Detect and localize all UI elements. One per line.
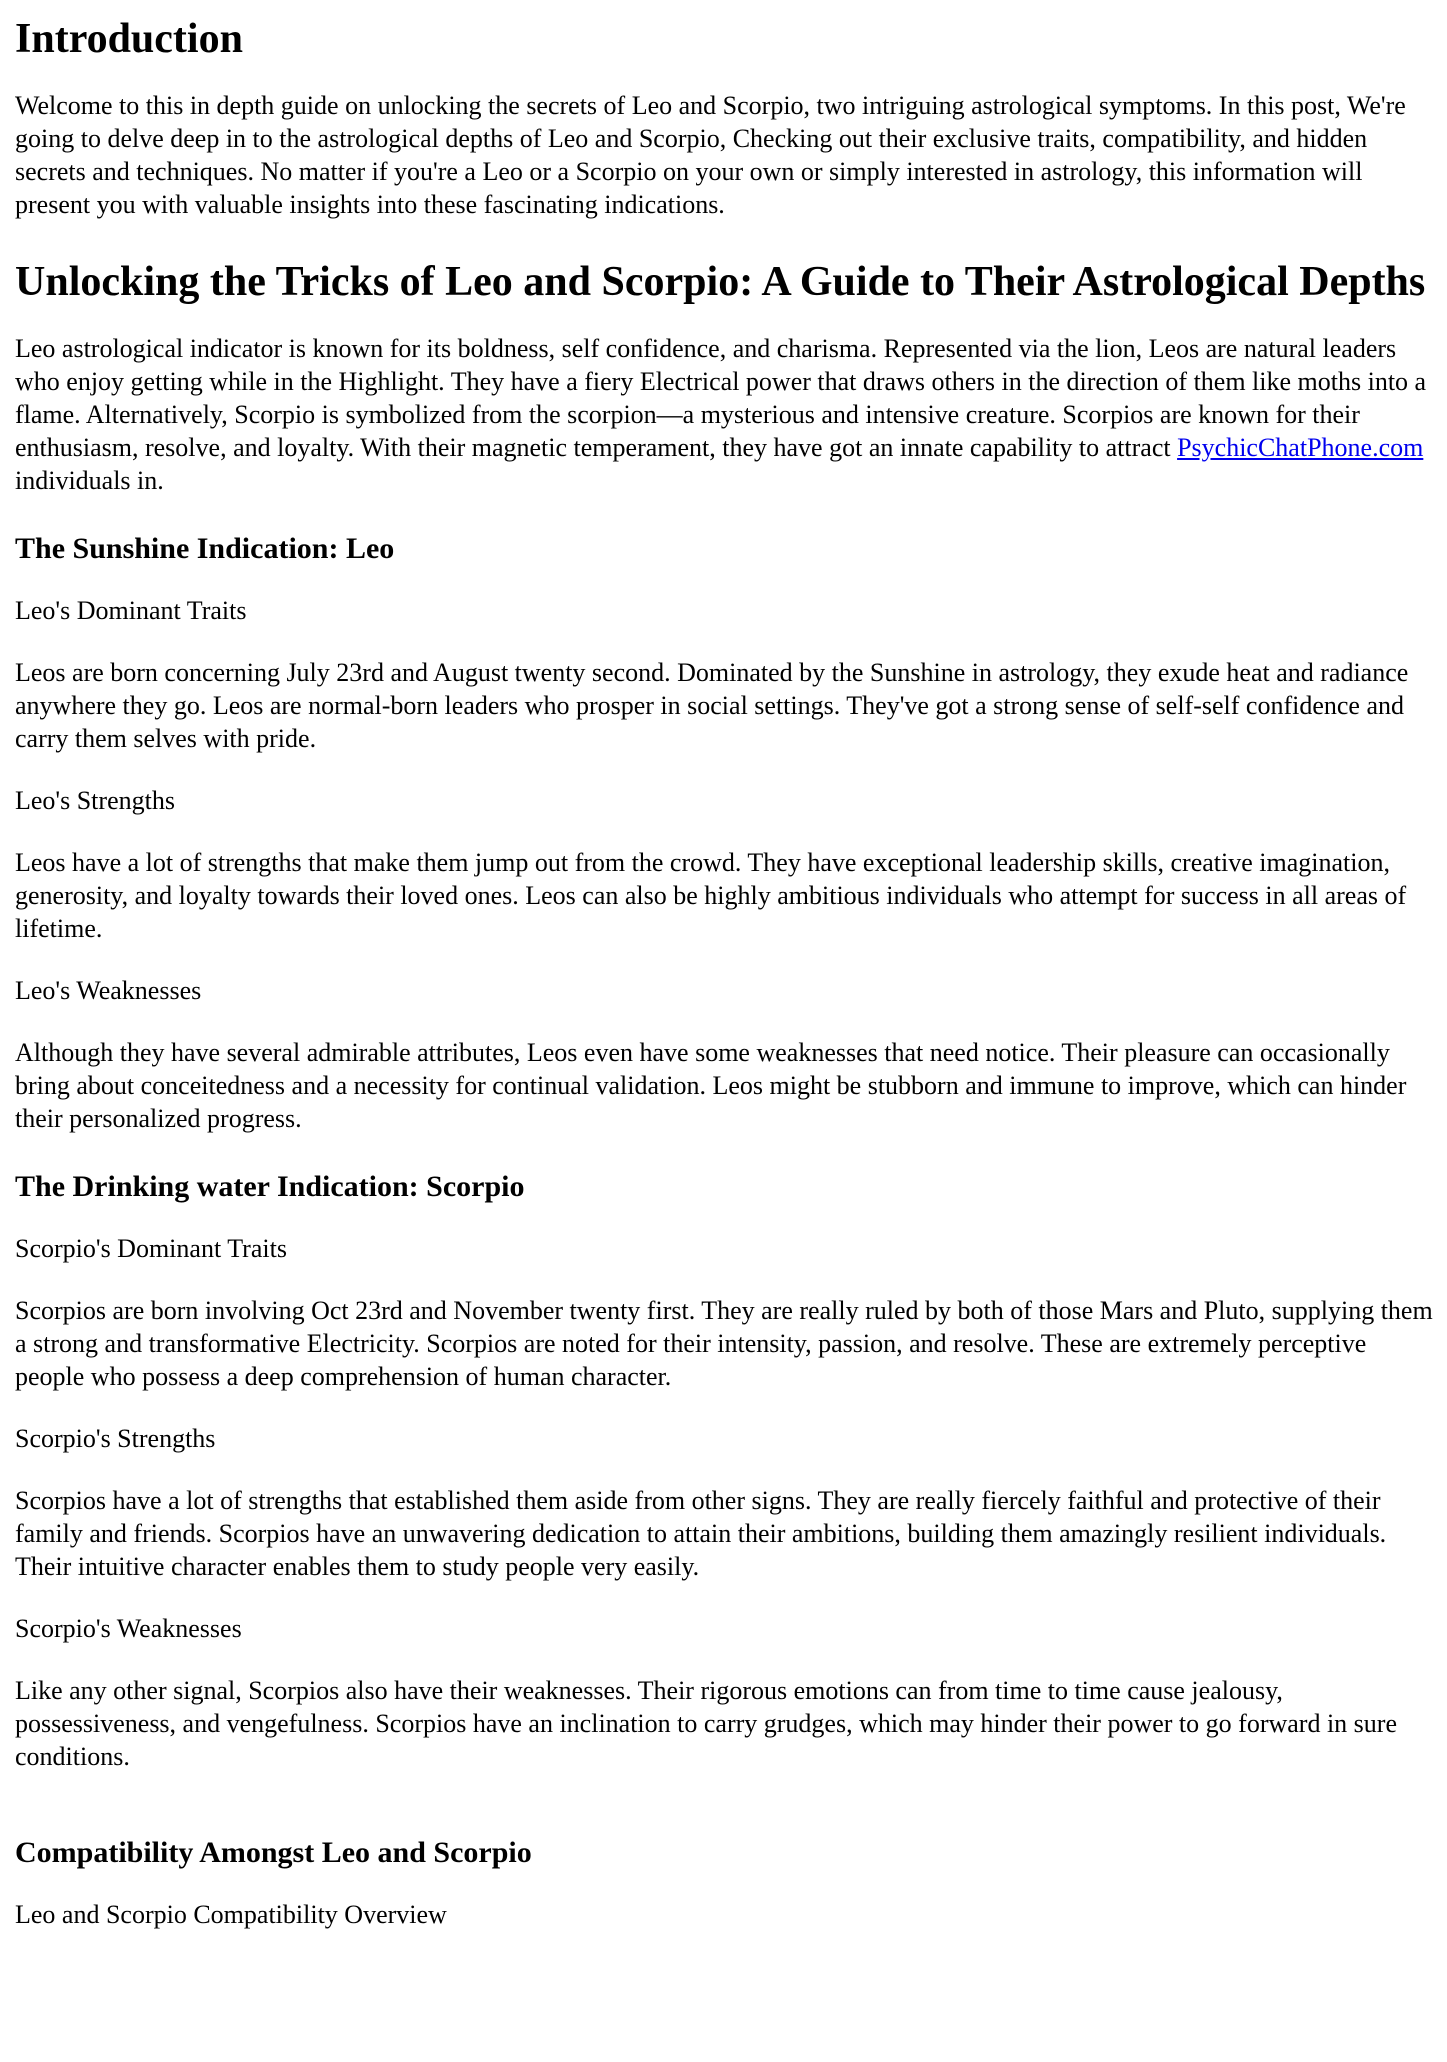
intro-paragraph: Welcome to this in depth guide on unlocking the secrets of Leo and Scorpio, two intriguing astrological symptoms. In this post, We're going to delve deep in to the astrological depths of Leo and Scorpio, Checking out their exclusive traits, compatibility, and hidden secrets and techniques. No matter if you're a Leo or a Scorpio on your own or simply interested in astrology, this information will present you with valuable insights into these fascinating indications. xyxy=(15,91,1406,219)
scorpio-strengths-text: Scorpios have a lot of strengths that established them aside from other signs. They are really fiercely faithful and protective of their family and friends. Scorpios have an unwavering dedication to attain their ambitions, building them amazingly resilient individuals. Their intuitive character enables them to study people very easily. xyxy=(15,1486,1387,1581)
scorpio-traits-text: Scorpios are born involving Oct 23rd and November twenty first. They are really ruled by both of those Mars and Pluto, supplying them a strong and transformative Electricity. Scorpios are noted for their intensity, passion, and resolve. These are extremely perceptive people who possess a deep comprehension of human character. xyxy=(15,1296,1433,1391)
compatibility-heading: Compatibility Amongst Leo and Scorpio xyxy=(15,1836,532,1869)
psychic-chat-phone-link[interactable]: PsychicChatPhone.com xyxy=(1177,433,1424,462)
compatibility-overview-label: Leo and Scorpio Compatibility Overview xyxy=(15,1900,447,1929)
leo-weaknesses-text: Although they have several admirable attributes, Leos even have some weaknesses that need notice. Their pleasure can occasionally bring about conceitedness and a necessity for continual validation. Leos might be stubborn and immune to improve, which can hinder their personalized progress. xyxy=(15,1038,1407,1133)
scorpio-traits-label: Scorpio's Dominant Traits xyxy=(15,1234,287,1263)
guide-paragraph xyxy=(15,332,1435,497)
guide-paragraph-tail: individuals in. xyxy=(15,466,164,495)
scorpio-strengths-label: Scorpio's Strengths xyxy=(15,1424,216,1453)
leo-weaknesses-label: Leo's Weaknesses xyxy=(15,976,202,1005)
guide-heading: Unlocking the Tricks of Leo and Scorpio: A Guide to Their Astrological Depths xyxy=(15,259,1426,305)
scorpio-weaknesses-label: Scorpio's Weaknesses xyxy=(15,1614,242,1643)
leo-traits-text: Leos are born concerning July 23rd and August twenty second. Dominated by the Sunshine in astrology, they exude heat and radiance anywhere they go. Leos are normal-born leaders who prosper in social settings. They've got a strong sense of self-self confidence and carry them selves with pride. xyxy=(15,658,1409,753)
leo-heading: The Sunshine Indication: Leo xyxy=(15,532,395,565)
intro-heading: Introduction xyxy=(15,16,243,62)
scorpio-weaknesses-text: Like any other signal, Scorpios also have their weaknesses. Their rigorous emotions can from time to time cause jealousy, possessiveness, and vengefulness. Scorpios have an inclination to carry grudges, which may hinder their power to go forward in sure conditions. xyxy=(15,1676,1397,1771)
scorpio-heading: The Drinking water Indication: Scorpio xyxy=(15,1170,525,1203)
leo-strengths-text: Leos have a lot of strengths that make them jump out from the crowd. They have exceptional leadership skills, creative imagination, generosity, and loyalty towards their loved ones. Leos can also be highly ambitious individuals who attempt for success in all areas of lifetime. xyxy=(15,848,1407,943)
leo-strengths-label: Leo's Strengths xyxy=(15,786,175,815)
leo-traits-label: Leo's Dominant Traits xyxy=(15,596,247,625)
guide-paragraph-text: Leo astrological indicator is known for its boldness, self confidence, and charisma. Represented via the lion, Leos are natural leaders who enjoy getting while in the Highlight. They have a fiery Electrical power that draws others in the direction of them like moths into a flame. Alternatively, Scorpio is symbolized from the scorpion—a mysterious and intensive creature. Scorpios are known for their enthusiasm, resolve, and loyalty. With their magnetic temperament, they have got an innate capability to attract xyxy=(15,334,1427,462)
article xyxy=(0,14,1447,1931)
